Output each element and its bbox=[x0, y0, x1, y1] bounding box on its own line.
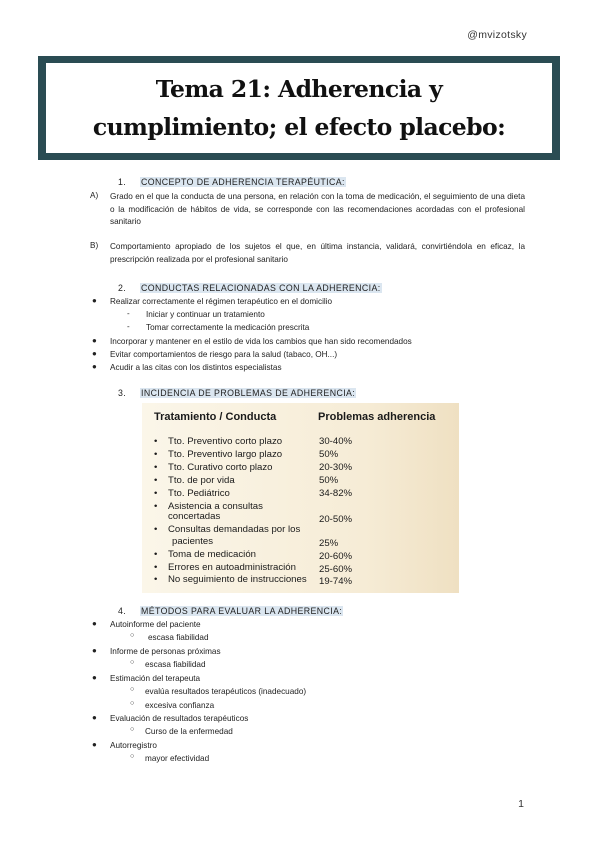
method-5: Autorregistro bbox=[110, 741, 157, 750]
method-2: Informe de personas próximas bbox=[110, 647, 221, 656]
table-row-value: 34-82% bbox=[319, 488, 353, 499]
method-1: Autoinforme del paciente bbox=[110, 620, 201, 629]
table-row-value: 50% bbox=[319, 475, 339, 486]
table-row-treatment: Asistencia a consultas bbox=[168, 501, 263, 512]
conduct-1-sub-1: Iniciar y continuar un tratamiento bbox=[146, 310, 265, 319]
method-4: Evaluación de resultados terapéuticos bbox=[110, 714, 249, 723]
table-row-treatment: Tto. Preventivo largo plazo bbox=[168, 449, 283, 460]
table-bullet-icon: • bbox=[154, 549, 158, 560]
conduct-1: Realizar correctamente el régimen terapéutico en el domicilio bbox=[110, 297, 333, 306]
table-row-value: 19-74% bbox=[319, 576, 353, 587]
table-bullet-icon: • bbox=[154, 475, 158, 486]
circle-bullet-icon: ○ bbox=[130, 726, 135, 733]
table-row-value: 20-30% bbox=[319, 462, 353, 473]
item-b-letter: B) bbox=[90, 241, 99, 250]
table-row-treatment: No seguimiento de instrucciones bbox=[168, 574, 307, 585]
section-2-number: 2. bbox=[118, 283, 127, 293]
dash-icon: - bbox=[127, 309, 130, 318]
circle-bullet-icon: ○ bbox=[130, 686, 135, 693]
section-3-number: 3. bbox=[118, 388, 127, 398]
table-bullet-icon: • bbox=[154, 501, 158, 512]
table-row-value: 20-60% bbox=[319, 551, 353, 562]
table-bullet-icon: • bbox=[154, 462, 158, 473]
conduct-3: Evitar comportamientos de riesgo para la salud (tabaco, OH...) bbox=[110, 350, 338, 359]
item-b-text: Comportamiento apropiado de los sujetos el que, en última instancia, validará, convirtiéndola en eficaz, la prescripción realizada por el profesional sanitario bbox=[110, 242, 525, 264]
table-row-treatment: Toma de medicación bbox=[168, 549, 256, 560]
table-row-treatment-cont: concertadas bbox=[168, 511, 221, 522]
item-a-text: Grado en el que la conducta de una persona, en relación con la toma de medicación, el seguimiento de una dieta o la modificación de hábitos de vida, se corresponde con las recomendaciones acordadas con el profesional sanitario bbox=[110, 192, 525, 226]
item-a-letter: A) bbox=[90, 191, 99, 200]
conduct-4: Acudir a las citas con los distintos especialistas bbox=[110, 363, 282, 372]
circle-bullet-icon: ○ bbox=[130, 700, 135, 707]
dash-icon: - bbox=[127, 322, 130, 331]
table-row-value: 25-60% bbox=[319, 564, 353, 575]
title-banner bbox=[38, 56, 560, 160]
table-bullet-icon: • bbox=[154, 488, 158, 499]
bullet-icon: ● bbox=[92, 362, 97, 371]
table-row-value: 20-50% bbox=[319, 514, 353, 525]
section-3-title: INCIDENCIA DE PROBLEMAS DE ADHERENCIA: bbox=[141, 388, 356, 398]
table-row-treatment: Tto. Curativo corto plazo bbox=[168, 462, 273, 473]
method-3: Estimación del terapeuta bbox=[110, 674, 201, 683]
bullet-icon: ● bbox=[92, 713, 97, 722]
section-2-heading bbox=[90, 283, 382, 293]
table-row-value: 50% bbox=[319, 449, 339, 460]
section-4-number: 4. bbox=[118, 606, 127, 616]
section-1-heading bbox=[90, 177, 346, 187]
section-1-title: CONCEPTO DE ADHERENCIA TERAPÉUTICA: bbox=[141, 177, 345, 187]
author-handle: @mvizotsky bbox=[467, 29, 527, 41]
title-inner bbox=[46, 63, 552, 153]
table-header-treatment: Tratamiento / Conducta bbox=[154, 411, 277, 423]
bullet-icon: ● bbox=[92, 646, 97, 655]
table-row-value: 25% bbox=[319, 538, 339, 549]
bullet-icon: ● bbox=[92, 336, 97, 345]
table-bullet-icon: • bbox=[154, 562, 158, 573]
conduct-2: Incorporar y mantener en el estilo de vida los cambios que han sido recomendados bbox=[110, 337, 412, 346]
table-row-treatment: Tto. de por vida bbox=[168, 475, 235, 486]
circle-bullet-icon: ○ bbox=[130, 659, 135, 666]
table-bullet-icon: • bbox=[154, 449, 158, 460]
section-4-title: MÉTODOS PARA EVALUAR LA ADHERENCIA: bbox=[141, 606, 343, 616]
table-row-treatment: Errores en autoadministración bbox=[168, 562, 296, 573]
method-1-sub: escasa fiabilidad bbox=[148, 633, 209, 642]
table-bullet-icon: • bbox=[154, 436, 158, 447]
method-3-sub-1: evalúa resultados terapéuticos (inadecuado) bbox=[145, 687, 307, 696]
bullet-icon: ● bbox=[92, 349, 97, 358]
method-3-sub-2: excesiva confianza bbox=[145, 701, 215, 710]
conduct-1-sub-2: Tomar correctamente la medicación prescrita bbox=[146, 323, 310, 332]
section-3-heading bbox=[90, 388, 356, 398]
table-row-treatment-cont: pacientes bbox=[172, 536, 214, 547]
table-row-treatment: Tto. Pediátrico bbox=[168, 488, 230, 499]
table-header-problems: Problemas adherencia bbox=[318, 411, 436, 423]
table-row-treatment: Consultas demandadas por los bbox=[168, 524, 301, 535]
page-title: Tema 21: Adherencia y cumplimiento; el efecto placebo: bbox=[92, 75, 506, 141]
bullet-icon: ● bbox=[92, 740, 97, 749]
bullet-icon: ● bbox=[92, 296, 97, 305]
section-4-heading bbox=[90, 606, 343, 616]
circle-bullet-icon: ○ bbox=[130, 753, 135, 760]
circle-bullet-icon: ○ bbox=[130, 632, 135, 639]
table-bullet-icon: • bbox=[154, 574, 158, 585]
table-row-treatment: Tto. Preventivo corto plazo bbox=[168, 436, 283, 447]
section-1-number: 1. bbox=[118, 177, 127, 187]
section-2-title: CONDUCTAS RELACIONADAS CON LA ADHERENCIA: bbox=[141, 283, 381, 293]
table-bullet-icon: • bbox=[154, 524, 158, 535]
page-number: 1 bbox=[518, 798, 524, 810]
table-row-value: 30-40% bbox=[319, 436, 353, 447]
method-2-sub: escasa fiabilidad bbox=[145, 660, 206, 669]
bullet-icon: ● bbox=[92, 673, 97, 682]
method-4-sub: Curso de la enfermedad bbox=[145, 727, 233, 736]
method-5-sub: mayor efectividad bbox=[145, 754, 210, 763]
bullet-icon: ● bbox=[92, 619, 97, 628]
